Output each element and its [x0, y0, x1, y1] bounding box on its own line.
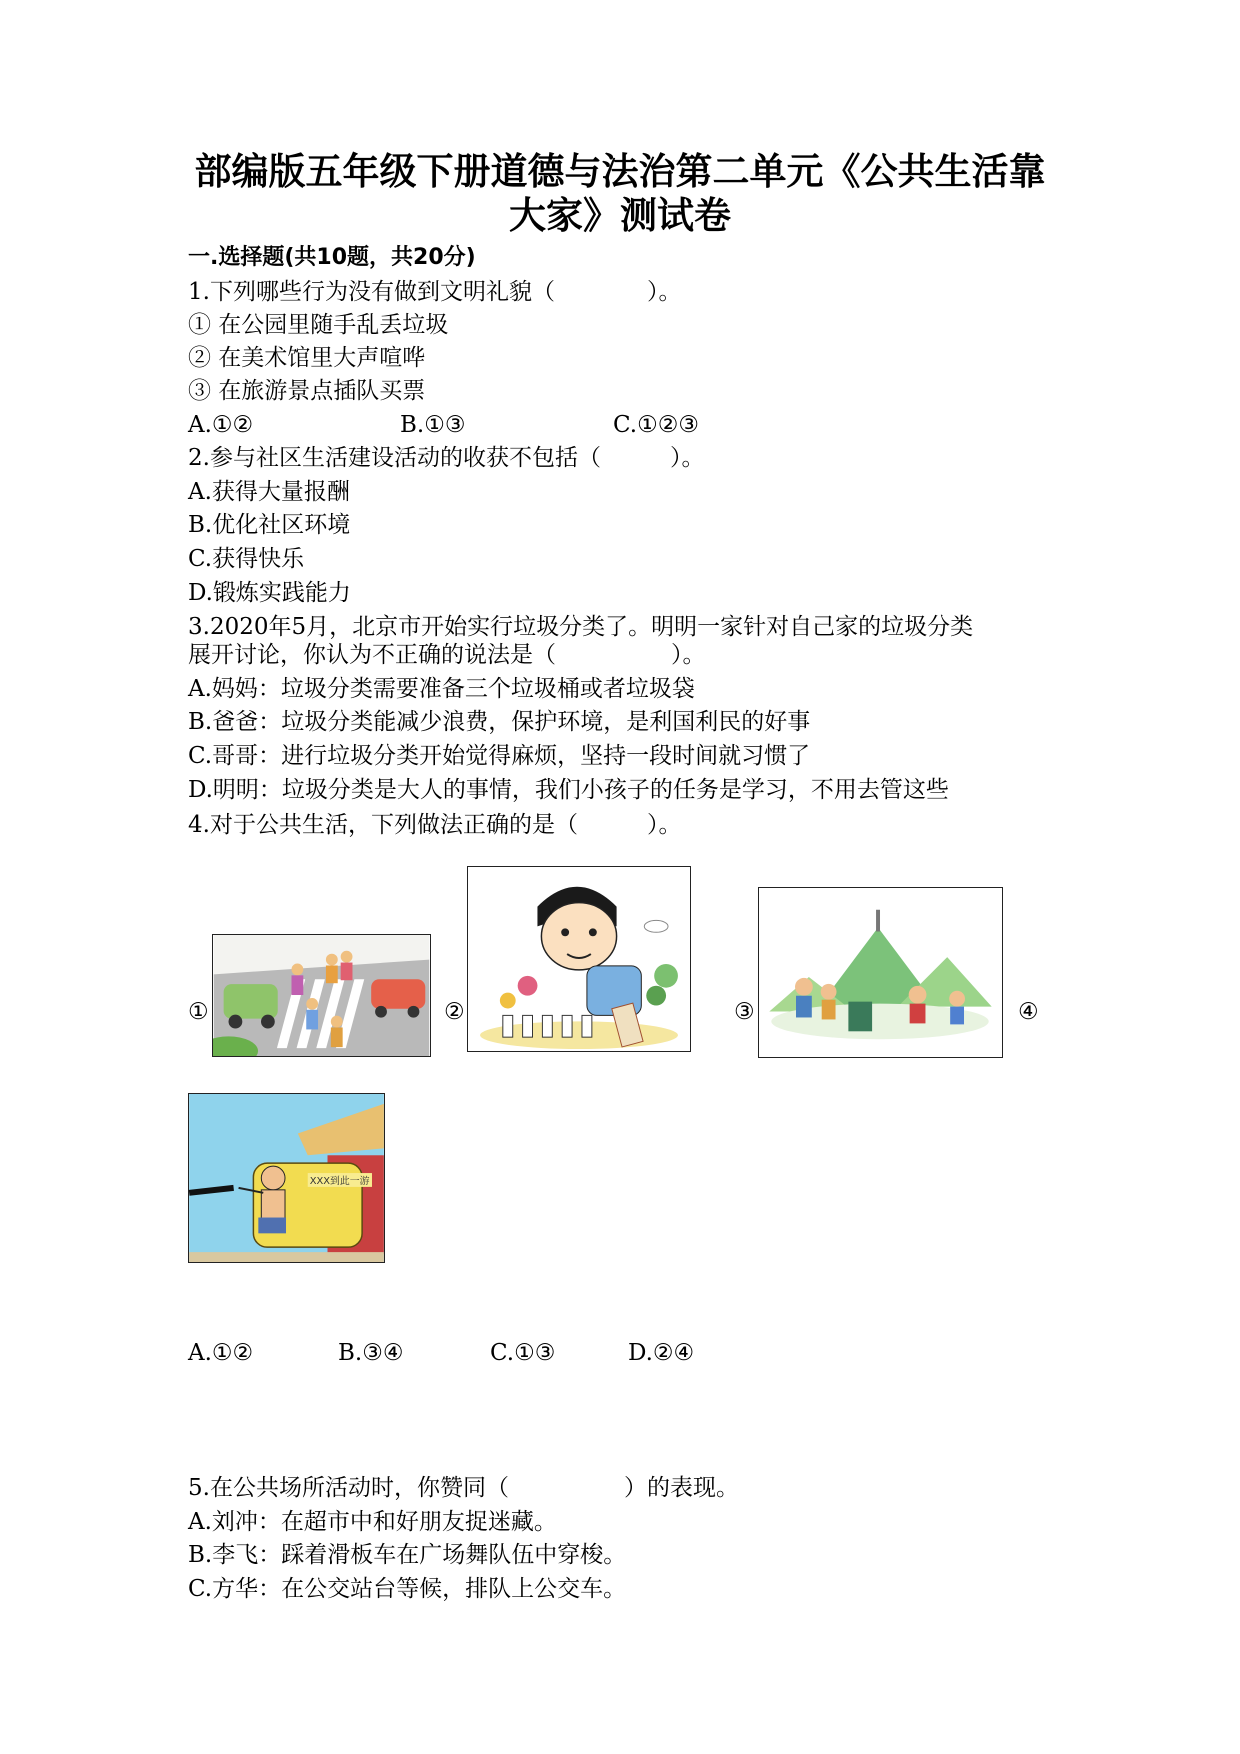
- q3-option-b[interactable]: B.爸爸：垃圾分类能减少浪费，保护环境，是利国利民的好事: [188, 709, 811, 735]
- title-line-2: 大家》测试卷: [509, 194, 731, 237]
- q3-option-c[interactable]: C.哥哥：进行垃圾分类开始觉得麻烦，坚持一段时间就习惯了: [188, 743, 811, 769]
- q4-option-b[interactable]: B.③④: [338, 1340, 404, 1366]
- q3-option-a[interactable]: A.妈妈：垃圾分类需要准备三个垃圾桶或者垃圾袋: [188, 676, 695, 702]
- q3-option-d[interactable]: D.明明：垃圾分类是大人的事情，我们小孩子的任务是学习，不用去管这些: [188, 777, 949, 803]
- boy-flowers-scene-icon: [468, 867, 690, 1051]
- q5-stem: 5.在公共场所活动时，你赞同（ ）的表现。: [188, 1475, 739, 1501]
- mountain-cleanup-scene-icon: [759, 888, 1002, 1057]
- crosswalk-scene-icon: [213, 935, 430, 1056]
- q1-item-2: ② 在美术馆里大声喧哗: [188, 345, 426, 371]
- q2-stem: 2.参与社区生活建设活动的收获不包括（ ）。: [188, 445, 705, 471]
- q5-option-a[interactable]: A.刘冲：在超市中和好朋友捉迷藏。: [188, 1509, 557, 1535]
- q4-marker-4: ④: [1018, 999, 1039, 1025]
- boy-picking-flowers-illustration: [467, 866, 691, 1052]
- q1-option-a[interactable]: A.①②: [188, 412, 254, 438]
- graffiti-text: XXX到此一游: [309, 1175, 370, 1187]
- q4-option-a[interactable]: A.①②: [188, 1340, 254, 1366]
- q4-option-d[interactable]: D.②④: [628, 1340, 695, 1366]
- q2-option-d[interactable]: D.锻炼实践能力: [188, 580, 351, 606]
- q3-stem-line-2: 展开讨论，你认为不正确的说法是（ ）。: [188, 642, 706, 668]
- q4-option-c[interactable]: C.①③: [490, 1340, 556, 1366]
- q2-option-c[interactable]: C.获得快乐: [188, 546, 305, 572]
- q2-option-b[interactable]: B.优化社区环境: [188, 512, 351, 538]
- q3-stem-line-1: 3.2020年5月，北京市开始实行垃圾分类了。明明一家针对自己家的垃圾分类: [188, 614, 974, 640]
- crosswalk-illustration: [212, 934, 431, 1057]
- title-line-1: 部编版五年级下册道德与法治第二单元《公共生活靠: [194, 150, 1046, 193]
- q4-marker-3: ③: [734, 999, 755, 1025]
- graffiti-scene-icon: [189, 1094, 384, 1262]
- q2-option-a[interactable]: A.获得大量报酬: [188, 479, 350, 505]
- q5-option-b[interactable]: B.李飞：踩着滑板车在广场舞队伍中穿梭。: [188, 1542, 627, 1568]
- q1-stem: 1.下列哪些行为没有做到文明礼貌（ ）。: [188, 279, 682, 305]
- q1-option-c[interactable]: C.①②③: [613, 412, 699, 438]
- q4-marker-1: ①: [188, 999, 209, 1025]
- q1-item-1: ① 在公园里随手乱丢垃圾: [188, 312, 449, 338]
- q4-stem: 4.对于公共生活，下列做法正确的是（ ）。: [188, 812, 682, 838]
- q1-item-3: ③ 在旅游景点插队买票: [188, 378, 426, 404]
- section-heading: 一.选择题(共10题，共20分): [188, 245, 476, 270]
- q5-option-c[interactable]: C.方华：在公交站台等候，排队上公交车。: [188, 1576, 627, 1602]
- graffiti-illustration: [188, 1093, 385, 1263]
- q4-marker-2: ②: [444, 999, 465, 1025]
- q1-option-b[interactable]: B.①③: [400, 412, 466, 438]
- mountain-cleanup-illustration: [758, 887, 1003, 1058]
- page-title: [170, 150, 1070, 238]
